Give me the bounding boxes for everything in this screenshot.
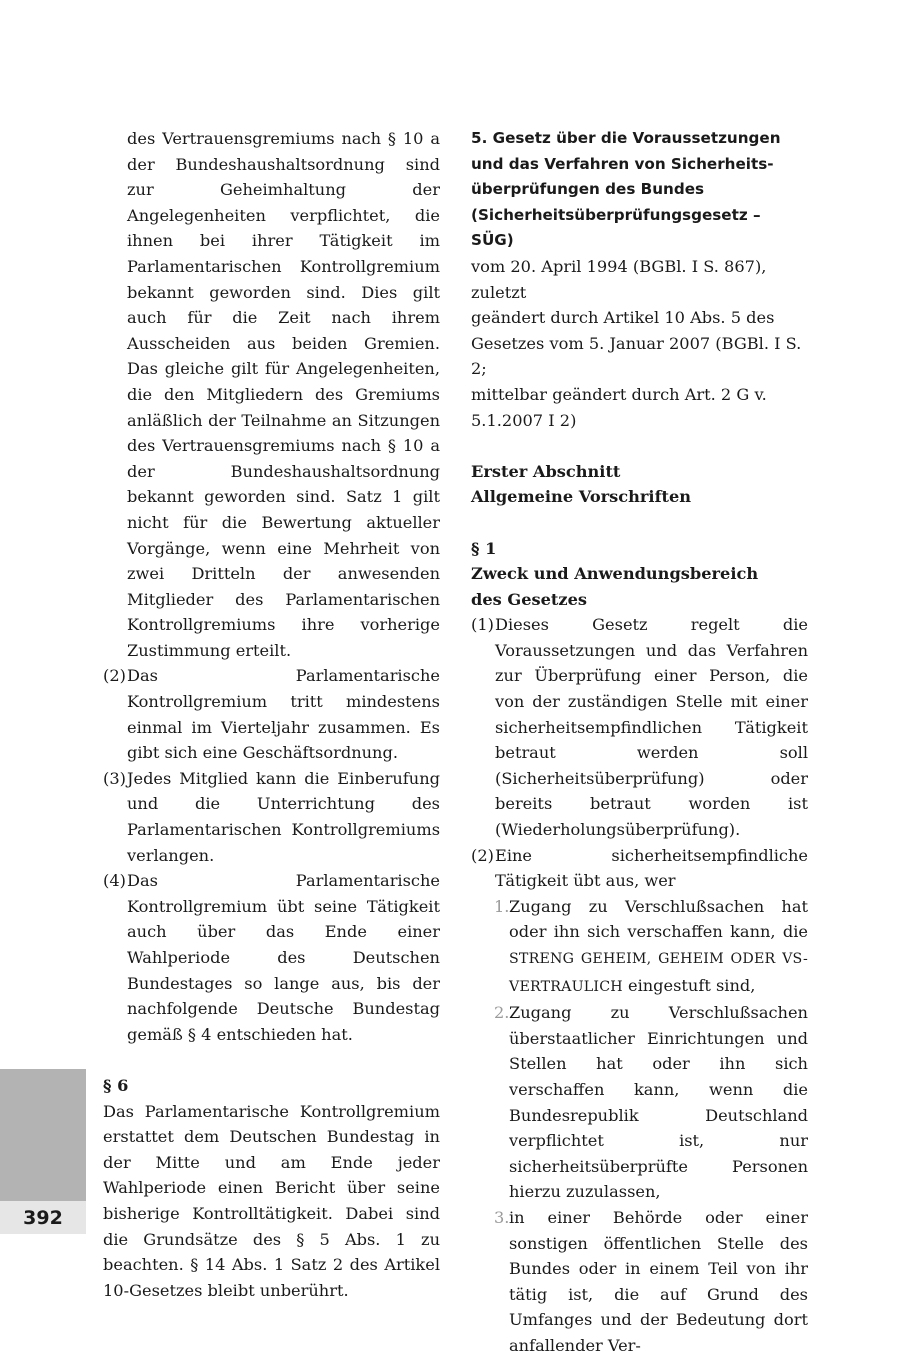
- sub-item-text: in einer Behörde oder einer sonstigen öffentlichen Stelle des Bundes oder in einem Teil von ihr tätig ist, die auf Grund des Umfanges und der Bedeutung dort anfallender Ver-: [509, 1207, 808, 1355]
- law-title-line: überprüfungen des Bundes: [471, 180, 705, 199]
- item-number: (4): [103, 871, 126, 891]
- law-meta-line: mittelbar geändert durch Art. 2 G v.: [471, 384, 767, 404]
- left-column: [103, 126, 440, 1303]
- item-number: (1): [471, 615, 494, 635]
- law-meta-line: 5.1.2007 I 2): [471, 410, 577, 430]
- page-number: 392: [0, 1201, 86, 1234]
- list-item-1: [471, 612, 808, 842]
- law-title-line: 5. Gesetz über die Voraussetzungen: [471, 129, 781, 147]
- item-number: (2): [103, 666, 126, 686]
- law-meta: [471, 254, 808, 433]
- item-text: Das Parlamentarische Kontrollgremium tritt mindestens einmal im Vierteljahr zusammen. Es gibt sich eine Geschäftsordnung.: [127, 666, 440, 763]
- page-margin-tab: [0, 1069, 86, 1201]
- item-text: Das Parlamentarische Kontrollgremium übt seine Tätigkeit auch über das Ende einer Wahlperiode des Deutschen Bundestages so lange aus, bis der nachfolgende Deutsche Bundestag gemäß § 4 entschieden hat.: [127, 871, 440, 1044]
- part-heading-line: Allgemeine Vorschriften: [471, 487, 692, 507]
- law-title-line: und das Verfahren von Sicherheits-: [471, 154, 774, 173]
- sub-item-text: Zugang zu Verschlußsachen überstaatlicher Einrichtungen und Stellen hat oder ihn sich verschaffen kann, wenn die Bundesrepublik Deutschland verpflichtet ist, nur sicherheitsüberprüfte Personen hierzu zuzulassen,: [509, 1003, 808, 1202]
- section-1-title-line: des Gesetzes: [471, 589, 587, 609]
- section-6-heading: § 6: [103, 1075, 129, 1095]
- list-item-2: [471, 843, 808, 894]
- section-1-heading: § 1: [471, 538, 497, 558]
- sub-item-number: 2.: [494, 1003, 510, 1023]
- sub-item-number: 1.: [494, 896, 510, 916]
- item-number: (3): [103, 768, 126, 788]
- sub-item-text: Zugang zu Verschlußsachen hat oder ihn sich verschaffen kann, die: [509, 896, 808, 942]
- list-item-4: [103, 868, 440, 1047]
- section-1-title: [471, 561, 808, 612]
- sub-item-2: [471, 1000, 808, 1205]
- section-6-text: Das Parlamentarische Kontrollgremium erstattet dem Deutschen Bundestag in der Mitte und am Ende jeder Wahlperiode einen Bericht über seine bisherige Kontrolltätigkeit. Dabei sind die Grundsätze des § 5 Abs. 1 zu beachten. § 14 Abs. 1 Satz 2 des Artikel 10-Gesetzes bleibt unberührt.: [103, 1101, 440, 1300]
- item-text: Jedes Mitglied kann die Einberufung und die Unterrichtung des Parlamentarischen Kontrollgremiums verlangen.: [127, 768, 440, 865]
- paragraph-continuation: des Vertrauensgremiums nach § 10 a der Bundeshaushaltsordnung sind zur Geheimhaltung der Angelegenheiten verpflichtet, die ihnen bei ihrer Tätigkeit im Parlamentarischen Kontrollgremium bekannt geworden sind. Dies gilt auch für die Zeit nach ihrem Ausscheiden aus beiden Gremien. Das gleiche gilt für Angelegenheiten, die den Mitgliedern des Gremiums anläßlich der Teilnahme an Sitzungen des Vertrauensgremiums nach § 10 a der Bundeshaushaltsordnung bekannt geworden sind. Satz 1 gilt nicht für die Bewertung aktueller Vorgänge, wenn eine Mehrheit von zwei Dritteln der anwesenden Mitglieder des Parlamentarischen Kontrollgremiums ihre vorherige Zustimmung erteilt.: [127, 129, 440, 660]
- section-1-title-line: Zweck und Anwendungsbereich: [471, 564, 759, 584]
- sub-item-text: eingestuft sind,: [622, 975, 756, 995]
- sub-item-1: [471, 894, 808, 1000]
- sub-item-number: 3.: [494, 1207, 510, 1227]
- law-title-line: (Sicherheitsüberprüfungsgesetz – SÜG): [471, 205, 761, 250]
- item-number: (2): [471, 845, 494, 865]
- law-meta-line: Gesetzes vom 5. Januar 2007 (BGBl. I S. 2;: [471, 333, 802, 379]
- list-item-3: [103, 766, 440, 868]
- item-text: Eine sicherheitsempfindliche Tätigkeit übt aus, wer: [495, 845, 808, 891]
- sub-item-3: [471, 1205, 808, 1359]
- right-column: [471, 126, 808, 1359]
- item-text: Dieses Gesetz regelt die Voraussetzungen und das Verfahren zur Überprüfung einer Person, die von der zuständigen Stelle mit einer sicherheitsempfindlichen Tätigkeit betraut werden soll (Sicherheitsüberprüfung) oder bereits betraut worden ist (Wiederholungsüberprüfung).: [495, 615, 808, 840]
- part-heading: [471, 459, 808, 510]
- law-meta-line: geändert durch Artikel 10 Abs. 5 des: [471, 308, 775, 328]
- classification-levels: STRENG GEHEIM, GEHEIM ODER VS-VERTRAULICH: [509, 951, 808, 995]
- list-item-2: [103, 663, 440, 765]
- part-heading-line: Erster Abschnitt: [471, 461, 621, 481]
- law-title: [471, 126, 808, 254]
- law-meta-line: vom 20. April 1994 (BGBl. I S. 867), zuletzt: [471, 256, 767, 302]
